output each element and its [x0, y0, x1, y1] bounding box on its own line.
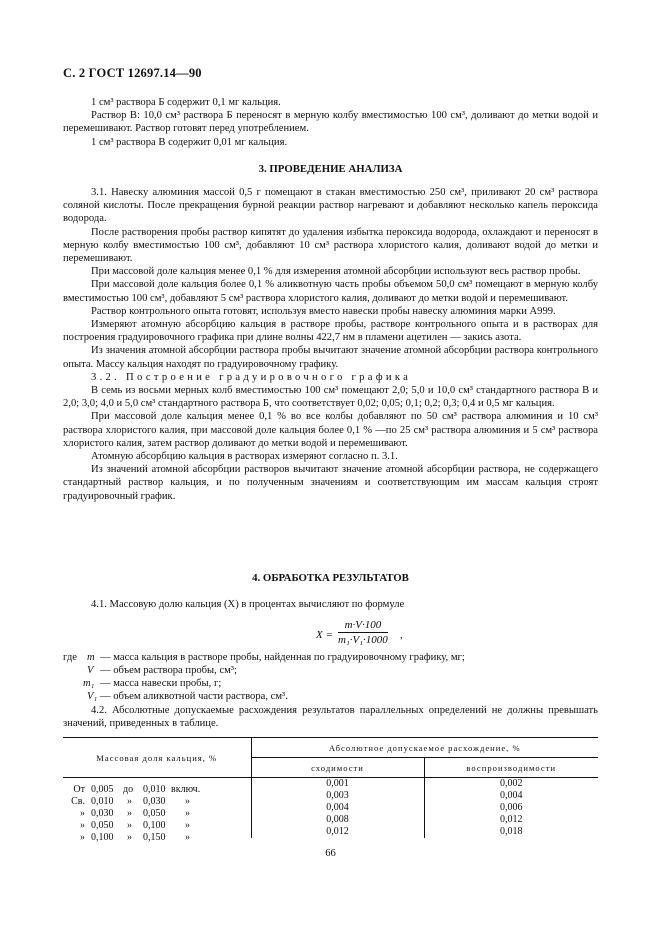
paragraph: В семь из восьми мерных колб вместимостью 100 см³ помещают 2,0; 5,0 и 10,0 см³ стандартного раствора В и 2,0; 3,0; 4,0 и 5,0 см³ стандартного раствора Б, что соответствует 0,02; 0,05; 0,1; 0,2; 0,3; 0,4 и 0,5 мг кальция.: [63, 385, 598, 410]
legend-text: — масса навески пробы, г;: [100, 678, 222, 689]
legend-symbol: m: [87, 652, 95, 663]
legend-text: — объем раствора пробы, см³;: [100, 665, 237, 676]
paragraph: При массовой доле кальция менее 0,1 % во все колбы добавляют по 50 см³ раствора алюминия и 10 см³ раствора хлористого калия, при массовой доле кальция более 0,1 % —по 25 см³ раствора алюминия и 5 см³ раствора хлористого калия, затем раствор доливают до метки водой и перемешивают.: [63, 411, 598, 449]
table-row: [63, 826, 598, 838]
paragraph: Раствор контрольного опыта готовят, используя вместо навески пробы навеску алюминия марки А999.: [91, 305, 556, 317]
page-number: 66: [325, 848, 336, 859]
repeatability-value: 0,001: [251, 778, 424, 791]
table-header-mass-fraction: Массовая доля кальция, %: [63, 738, 251, 778]
paragraph: 3.1. Навеску алюминия массой 0,5 г помещают в стакан вместимостью 250 см³, приливают 20 см³ раствора соляной кислоты. После прекращения бурной реакции раствор нагревают и добавляют несколько капель пероксида водорода.: [63, 187, 598, 225]
paragraph: При массовой доле кальция более 0,1 % аликвотную часть пробы объемом 50,0 см³ помещают в мерную колбу вместимостью 100 см³, добавляют 5 см³ раствора хлористого калия, доливают до метки водой и перемешивают.: [63, 279, 598, 304]
legend-row: [63, 677, 598, 690]
formula-numerator: m·V·100: [338, 619, 388, 633]
legend-symbol: V₁: [87, 691, 98, 702]
legend-row: [63, 690, 598, 703]
reproducibility-value: 0,006: [424, 802, 598, 814]
reproducibility-value: 0,004: [424, 790, 598, 802]
formula-denominator: m₁·V₁·1000: [338, 634, 388, 646]
paragraph: Измеряют атомную абсорбцию кальция в растворе пробы, растворе контрольного опыта и в растворах для построения градуировочного графика при длине волны 422,7 нм в пламени ацетилен — закись азота.: [63, 319, 598, 344]
formula-lhs: X =: [316, 629, 333, 641]
paragraph: 4.2. Абсолютные допускаемые расхождения результатов параллельных определений не должны превышать значений, приведенных в таблице.: [63, 705, 598, 730]
paragraph: 4.1. Массовую долю кальция (X) в процентах вычисляют по формуле: [91, 599, 405, 610]
page-header: С. 2 ГОСТ 12697.14—90: [63, 66, 202, 80]
legend-text: — масса кальция в растворе пробы, найденная по градуировочному графику, мг;: [100, 652, 465, 663]
paragraph: Из значения атомной абсорбции раствора пробы вычитают значение атомной абсорбции раствора контрольного опыта. Массу кальция находят по градуировочному графику.: [63, 345, 598, 370]
subsection-heading: 3.2. Построение градуировочного графика: [91, 371, 412, 383]
table-row: [63, 790, 598, 802]
repeatability-value: 0,004: [251, 802, 424, 814]
repeatability-value: 0,012: [251, 826, 424, 838]
table-row: [63, 802, 598, 814]
legend-symbol: V: [87, 665, 94, 676]
legend-text: — объем аликвотной части раствора, см³.: [100, 691, 288, 702]
section-3-body: [63, 186, 598, 503]
intro-paragraph: 1 см³ раствора В содержит 0,01 мг кальция.: [91, 136, 288, 148]
reproducibility-value: 0,012: [424, 814, 598, 826]
paragraph: После растворения пробы раствор кипятят до удаления избытка пероксида водорода, охлаждают и переносят в мерную колбу вместимостью 100 см³, добавляют 10 см³ раствора хлористого калия, доливают водой до метки и перемешивают.: [63, 226, 598, 265]
section-3-title: 3. ПРОВЕДЕНИЕ АНАЛИЗА: [258, 163, 403, 175]
intro-block: [63, 96, 598, 149]
section-4-intro: [63, 598, 598, 611]
repeatability-value: 0,008: [251, 814, 424, 826]
range-cell: » 0,050 » 0,100 »: [80, 820, 190, 831]
reproducibility-value: 0,002: [424, 778, 598, 791]
table-row: [63, 814, 598, 826]
paragraph: Атомную абсорбцию кальция в растворах измеряют согласно п. 3.1.: [91, 451, 398, 463]
intro-paragraph: 1 см³ раствора Б содержит 0,1 мг кальция.: [91, 97, 281, 108]
section-4-title: 4. ОБРАБОТКА РЕЗУЛЬТАТОВ: [252, 572, 409, 584]
table-header-tolerance: Абсолютное допускаемое расхождение, %: [251, 738, 598, 758]
table-header-reproducibility: воспроизводимости: [424, 758, 598, 778]
legend-prefix: где: [63, 652, 77, 663]
paragraph: При массовой доле кальция менее 0,1 % для измерения атомной абсорбции используют весь раствор пробы.: [91, 266, 581, 278]
formula-fraction: [338, 619, 388, 646]
range-cell: » 0,030 » 0,050 »: [80, 808, 190, 819]
repeatability-value: 0,003: [251, 790, 424, 802]
table-row: [63, 778, 598, 791]
range-cell: » 0,100 » 0,150 »: [80, 832, 190, 843]
intro-paragraph: Раствор В: 10,0 см³ раствора Б переносят в мерную колбу вместимостью 100 см³, доливают до метки водой и перемешивают. Раствор готовят перед употреблением.: [63, 110, 598, 135]
tolerance-table: [63, 737, 598, 843]
range-cell: От 0,005 до 0,010 включ.: [73, 784, 201, 795]
paragraph: Из значений атомной абсорбции растворов вычитают значение атомной абсорбции раствора, не содержащего стандартный раствор кальция, и по полученным значениям и соответствующим им массам кальция строят градуировочный график.: [63, 464, 598, 502]
legend-symbol: m₁: [83, 678, 95, 689]
section-4-body: [63, 704, 598, 730]
table-header-repeatability: сходимости: [251, 758, 424, 778]
range-cell: Св. 0,010 » 0,030 »: [71, 796, 190, 807]
formula-comma: ,: [400, 629, 403, 641]
formula-legend: [63, 651, 598, 703]
reproducibility-value: 0,018: [424, 826, 598, 838]
legend-row: [63, 651, 598, 664]
legend-row: [63, 664, 598, 677]
